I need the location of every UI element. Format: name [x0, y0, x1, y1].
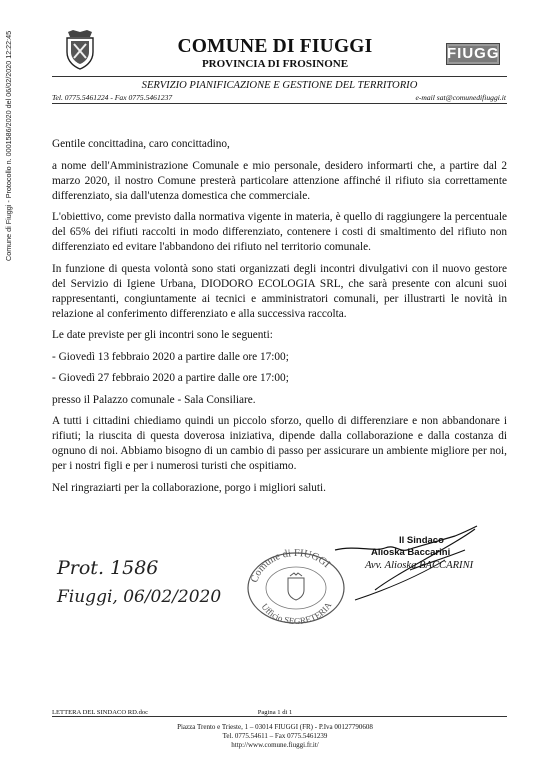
footer-divider: [52, 716, 507, 717]
greeting: Gentile concittadina, caro concittadino,: [52, 138, 230, 150]
paragraph: Le date previste per gli incontri sono le seguenti:: [52, 329, 273, 341]
svg-text:Comune di FIUGGI: [249, 548, 332, 584]
paragraph: A tutti i cittadini chiediamo quindi un piccolo sforzo, quello di differenziare e non abbandonare i rifiuti; la riuscita di questa doverosa iniziativa, dipende dalla collaborazione e dalla costanza di ognuno di noi. Abbiamo bisogno di un cambio di passo per assicurare un ambiente migliore per noi, per i nostri figli e per i numerosi turisti che ospitiamo.: [52, 415, 507, 472]
page-title: COMUNE DI FIUGGI: [177, 36, 373, 57]
municipal-crest-icon: [63, 30, 97, 70]
header-divider: [52, 76, 507, 77]
letter-body: [52, 137, 507, 502]
date-item: - Giovedì 27 febbraio 2020 a partire dalle ore 17:00;: [52, 372, 289, 384]
svg-text:Ufficio SEGRETERIA: [260, 600, 334, 624]
header-phone: Tel. 0775.5461224 - Fax 0775.5461237: [52, 93, 173, 102]
footer-website: http://www.comune.fiuggi.fr.it/: [231, 741, 319, 749]
paragraph: a nome dell'Amministrazione Comunale e mio personale, desidero informarti che, a partire dal 2 marzo 2020, il nostro Comune presterà particolare attenzione affinché il rifiuto sia correttamente differenziato, sia dall'utenza domestica che commerciale.: [52, 159, 507, 202]
protocol-side-stamp: Comune di Fiuggi - Protocollo n. 0001586/2020 del 06/02/2020 12:22:45: [4, 30, 13, 261]
handwritten-protocol: [55, 552, 225, 612]
header-bottom-divider: [52, 103, 507, 104]
footer-phone: Tel. 0775.54611 – Fax 0775.5461239: [222, 732, 328, 740]
office-stamp: [244, 548, 348, 624]
footer-page-number: Pagina 1 di 1: [257, 709, 293, 716]
fiuggi-logo: FIUGGI: [446, 43, 500, 65]
stamp-top-text: Comune di FIUGGI: [249, 548, 332, 585]
footer-contacts: [130, 723, 420, 750]
handwritten-date: Fiuggi, 06/02/2020: [57, 587, 222, 607]
handwritten-protocol-number: Prot. 1586: [57, 557, 159, 579]
header-email: e-mail sat@comunedifiuggi.it: [415, 93, 506, 102]
page-subtitle: PROVINCIA DI FROSINONE: [201, 58, 349, 70]
service-name: SERVIZIO PIANIFICAZIONE E GESTIONE DEL TERRITORIO: [141, 80, 418, 91]
closing: Nel ringraziarti per la collaborazione, porgo i migliori saluti.: [52, 481, 326, 494]
signature-title: Il Sindaco: [399, 535, 444, 546]
paragraph: L'obiettivo, come previsto dalla normativa vigente in materia, è quello di raggiungere la percentuale del 65% dei rifiuti raccolti in modo differenziato, contenere i costi di smaltimento del rifiuto non differenziato ed evitare l'abbandono dei rifiuto nel territorio comunale.: [52, 211, 507, 253]
signature-name: Alioska Baccarini: [371, 547, 451, 558]
footer-address: Piazza Trento e Trieste, 1 – 03014 FIUGGI (FR) - P.Iva 00127790608: [177, 723, 373, 731]
paragraph: In funzione di questa volontà sono stati organizzati degli incontri divulgativi con il nuovo gestore del Servizio di Igiene Urbana, DIODORO ECOLOGIA SRL, che sarà presente con alcuni suoi rappresentanti, congiuntamente ai tecnici e amministratori comunali, per illustrarti le novità in relazione al conferimento differenziato e alla successiva raccolta.: [52, 262, 507, 320]
venue-line: presso il Palazzo comunale - Sala Consiliare.: [52, 393, 256, 406]
date-item: - Giovedì 13 febbraio 2020 a partire dalle ore 17:00;: [52, 350, 289, 363]
signature-full-name: Avv. Alioska BACCARINI: [365, 560, 474, 571]
footer-doc-name: LETTERA DEL SINDACO RD.doc: [52, 709, 149, 716]
stamp-bottom-text: Ufficio SEGRETERIA: [259, 600, 334, 624]
